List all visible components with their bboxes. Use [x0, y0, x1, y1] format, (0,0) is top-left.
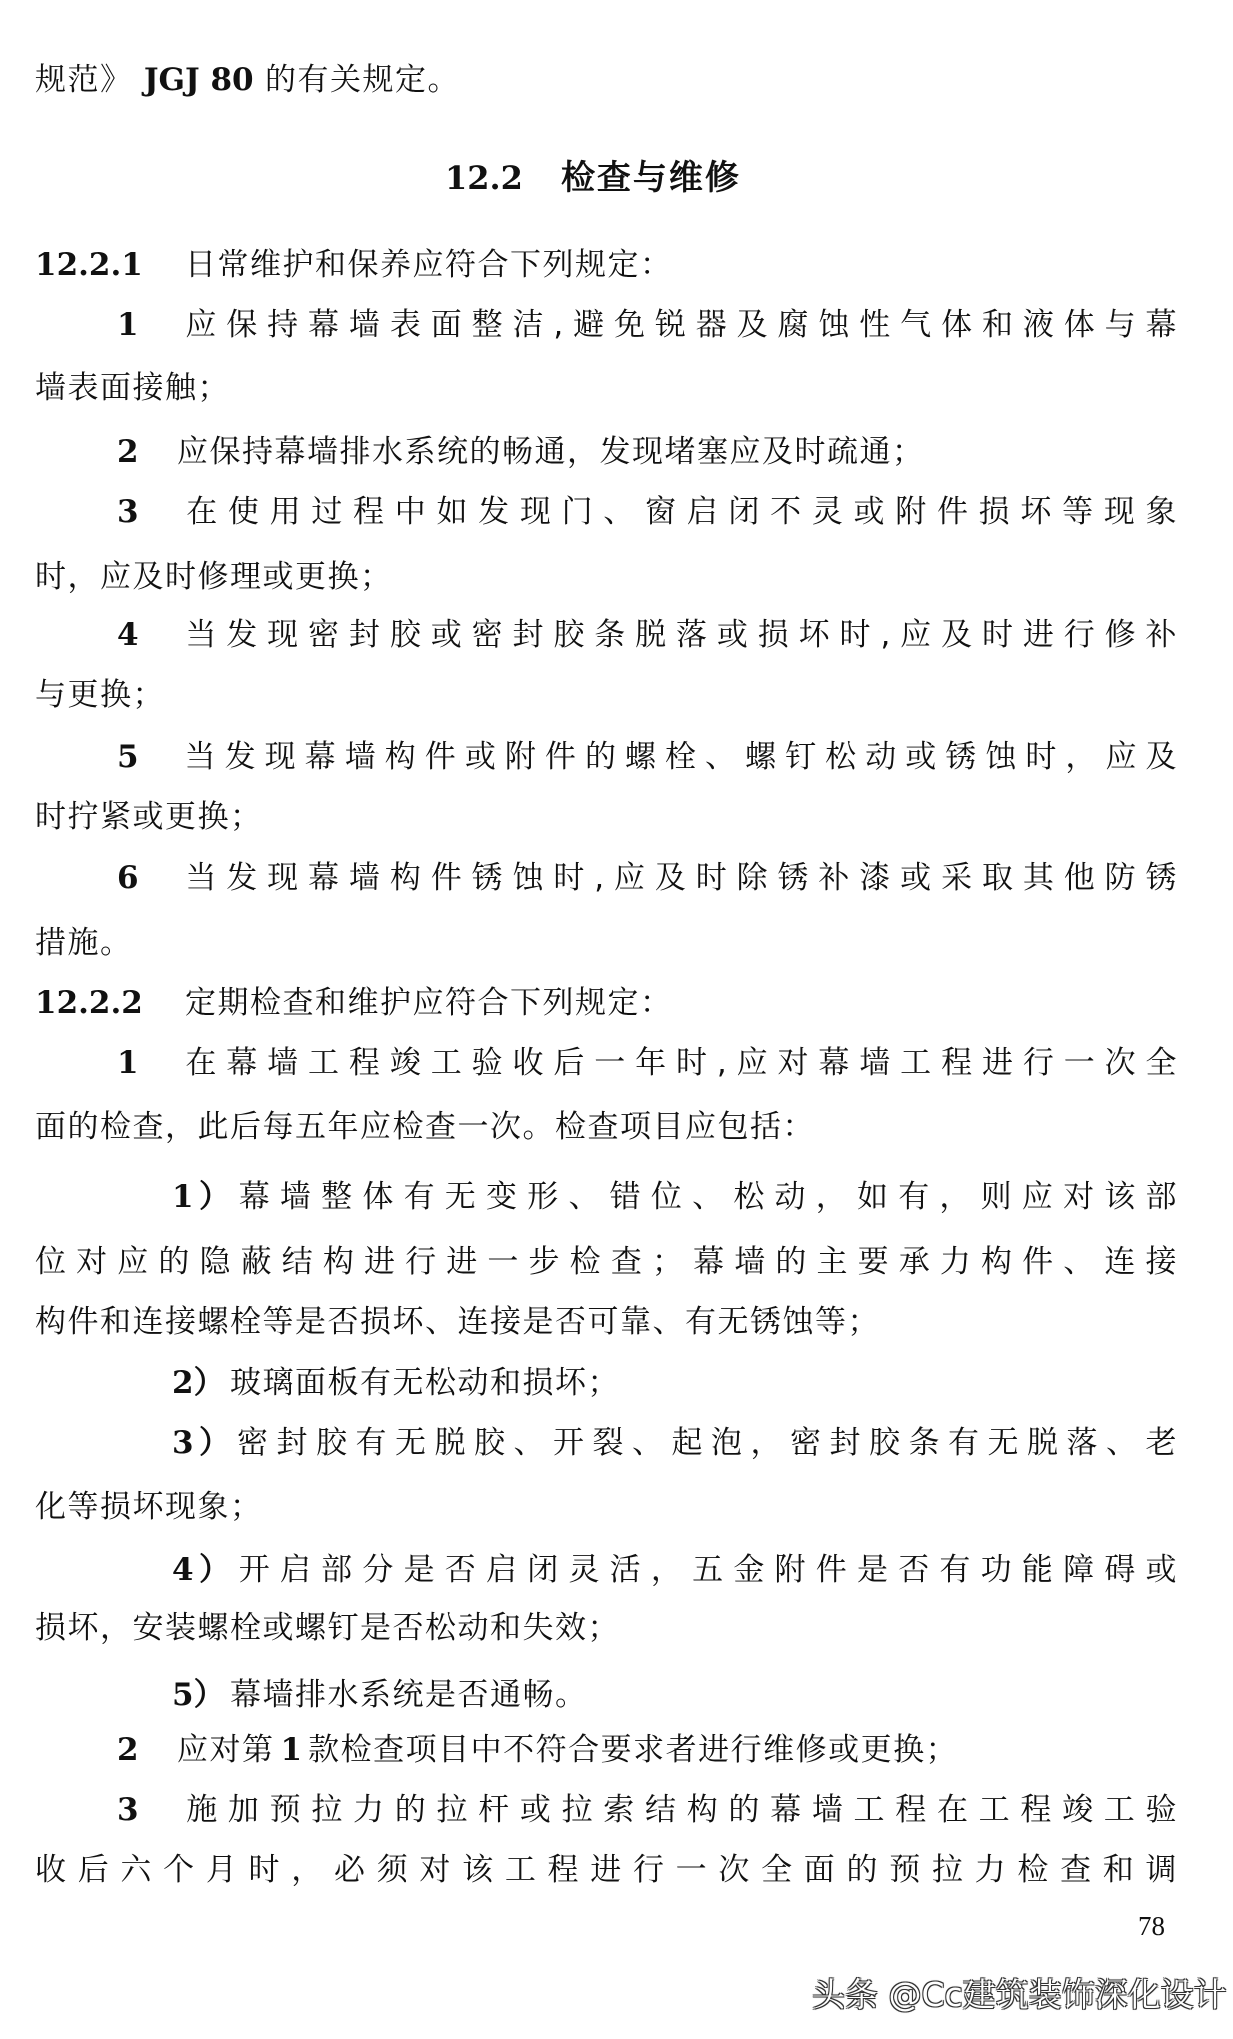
clause-12-2-1-heading — [35, 243, 1178, 287]
clause-item-line — [117, 490, 1178, 534]
item-text: 与更换； — [35, 677, 165, 713]
item-text: 施加预拉力的拉杆或拉索结构的幕墙工程在工程竣工验 — [177, 1792, 1178, 1828]
clause-item-line — [117, 1788, 1178, 1832]
item-number: 2 — [117, 434, 139, 470]
watermark: 头条 @Cc建筑装饰深化设计 — [812, 1975, 1227, 2014]
page-number: 78 — [1138, 1911, 1165, 1941]
item-number: 3 — [117, 1792, 139, 1828]
section-heading-number: 12.2 — [445, 159, 523, 197]
item-number: 1 — [117, 1045, 139, 1081]
sub-item-text: 幕墙排水系统是否通畅。 — [230, 1677, 588, 1713]
item-text: 时，应及时修理或更换； — [35, 559, 393, 595]
continuation-text-before: 规范》 — [35, 62, 133, 98]
sub-item-line — [172, 1548, 1178, 1592]
clause-item-line — [117, 1041, 1178, 1085]
item-number: 2 — [117, 1732, 139, 1768]
clause-number: 12.2.2 — [35, 985, 143, 1021]
item-text: 面的检查，此后每五年应检查一次。检查项目应包括： — [35, 1109, 815, 1145]
item-text: 应对第 — [177, 1732, 275, 1768]
sub-item-continuation — [35, 1606, 1178, 1650]
clause-item-line — [117, 613, 1178, 657]
sub-item-number: 3） — [172, 1425, 230, 1461]
item-number: 5 — [117, 739, 139, 775]
clause-12-2-2-heading — [35, 981, 1178, 1025]
clause-item-line — [117, 303, 1178, 347]
clause-number: 12.2.1 — [35, 247, 143, 283]
sub-item-text: 构件和连接螺栓等是否损坏、连接是否可靠、有无锈蚀等； — [35, 1304, 880, 1340]
section-heading — [445, 155, 741, 201]
item-number: 4 — [117, 617, 139, 653]
sub-item-line — [172, 1421, 1178, 1465]
clause-item-continuation — [35, 673, 1178, 717]
sub-item-text: 玻璃面板有无松动和损坏； — [230, 1365, 620, 1401]
sub-item-line — [172, 1673, 1178, 1717]
clause-item-line — [117, 856, 1178, 900]
clause-item-line — [117, 1728, 1178, 1772]
sub-item-number: 1） — [172, 1179, 230, 1215]
sub-item-number: 4） — [172, 1552, 230, 1588]
sub-item-text: 开启部分是否启闭灵活，五金附件是否有功能障碍或 — [230, 1552, 1178, 1588]
item-number: 6 — [117, 860, 139, 896]
item-text: 时拧紧或更换； — [35, 799, 263, 835]
continuation-text-after: 的有关规定。 — [264, 62, 460, 98]
item-text: 在幕墙工程竣工验收后一年时,应对幕墙工程进行一次全 — [177, 1045, 1178, 1081]
clause-item-continuation — [35, 366, 1178, 410]
sub-item-continuation — [35, 1240, 1178, 1284]
item-text: 当发现幕墙构件锈蚀时,应及时除锈补漆或采取其他防锈 — [177, 860, 1178, 896]
clause-item-continuation — [35, 921, 1178, 965]
item-number: 3 — [117, 494, 139, 530]
clause-item-line — [117, 735, 1178, 779]
sub-item-number: 5） — [172, 1677, 225, 1713]
item-text: 收后六个月时，必须对该工程进行一次全面的预拉力检查和调 — [35, 1852, 1178, 1888]
sub-item-text: 损坏，安装螺栓或螺钉是否松动和失效； — [35, 1610, 620, 1646]
clause-title: 定期检查和维护应符合下列规定： — [185, 985, 673, 1021]
item-text: 措施。 — [35, 925, 133, 961]
item-text: 应保持幕墙表面整洁,避免锐器及腐蚀性气体和液体与幕 — [177, 307, 1178, 343]
sub-item-text: 位对应的隐蔽结构进行进一步检查；幕墙的主要承力构件、连接 — [35, 1244, 1178, 1280]
clause-title: 日常维护和保养应符合下列规定： — [185, 247, 673, 283]
item-text: 款检查项目中不符合要求者进行维修或更换； — [308, 1732, 959, 1768]
sub-item-line — [172, 1175, 1178, 1219]
item-reference: 1 — [280, 1732, 303, 1768]
sub-item-continuation — [35, 1300, 1178, 1344]
continuation-line — [35, 58, 1178, 102]
sub-item-number: 2） — [172, 1365, 225, 1401]
item-number: 1 — [117, 307, 139, 343]
clause-item-continuation — [35, 555, 1178, 599]
section-heading-title: 检查与维修 — [560, 158, 741, 198]
item-text: 在使用过程中如发现门、窗启闭不灵或附件损坏等现象 — [177, 494, 1178, 530]
item-text: 当发现密封胶或密封胶条脱落或损坏时,应及时进行修补 — [177, 617, 1178, 653]
clause-item-continuation — [35, 1105, 1178, 1149]
sub-item-continuation — [35, 1485, 1178, 1529]
clause-item-line — [117, 430, 1178, 474]
clause-item-continuation — [35, 795, 1178, 839]
sub-item-text: 化等损坏现象； — [35, 1489, 263, 1525]
item-text: 应保持幕墙排水系统的畅通，发现堵塞应及时疏通； — [177, 434, 925, 470]
sub-item-text: 幕墙整体有无变形、错位、松动，如有，则应对该部 — [230, 1179, 1178, 1215]
item-text: 墙表面接触； — [35, 370, 230, 406]
sub-item-text: 密封胶有无脱胶、开裂、起泡，密封胶条有无脱落、老 — [230, 1425, 1178, 1461]
item-text: 当发现幕墙构件或附件的螺栓、螺钉松动或锈蚀时，应及 — [177, 739, 1178, 775]
sub-item-line — [172, 1361, 1178, 1405]
standard-code: JGJ 80 — [143, 62, 254, 98]
clause-item-continuation — [35, 1848, 1178, 1892]
